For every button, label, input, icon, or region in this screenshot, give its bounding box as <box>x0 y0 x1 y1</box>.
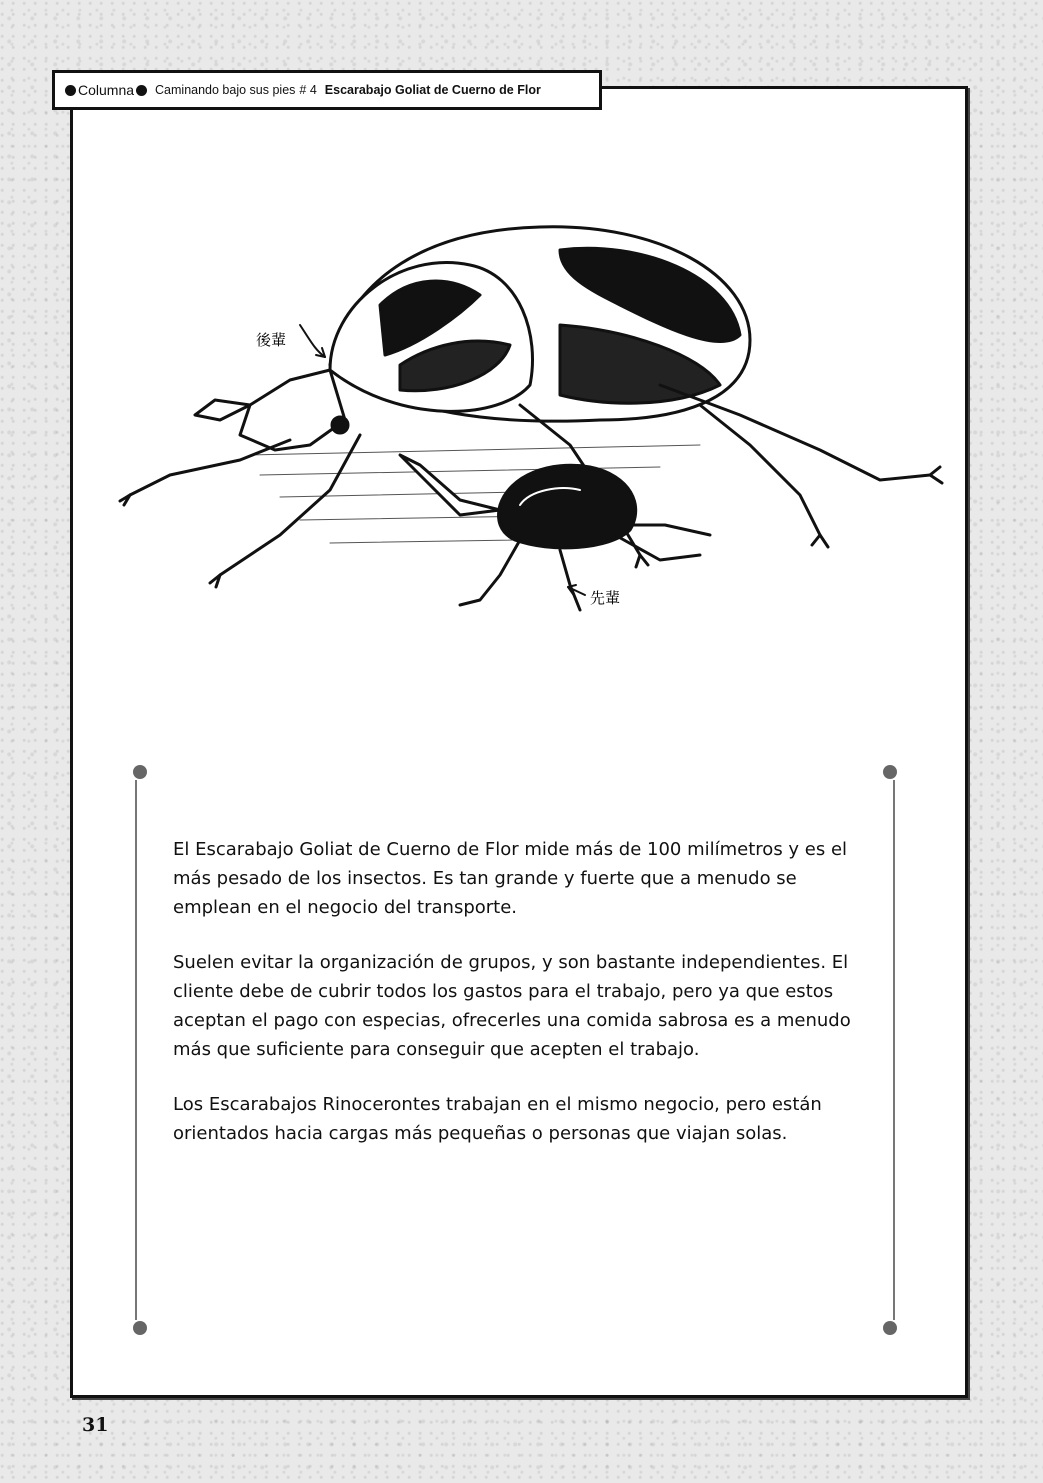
column-header <box>52 70 602 110</box>
column-series-label: Caminando bajo sus pies <box>155 83 296 97</box>
panel-ornament-icon <box>133 1321 147 1335</box>
column-section-label: Columna <box>78 82 135 98</box>
bullet-dot-icon <box>65 85 76 96</box>
beetle-illustration <box>100 205 950 625</box>
label-large-beetle: 後輩 <box>256 331 287 349</box>
panel-ornament-icon <box>883 1321 897 1335</box>
column-number: # 4 <box>299 83 317 97</box>
paragraph: Los Escarabajos Rinocerontes trabajan en el mismo negocio, pero están orientados hacia cargas más pequeñas o personas que viajan solas. <box>173 1094 822 1144</box>
column-title: Escarabajo Goliat de Cuerno de Flor <box>324 83 541 97</box>
page-number: 31 <box>82 1414 109 1436</box>
panel-ornament-icon <box>883 765 897 779</box>
label-small-beetle: 先輩 <box>590 589 621 607</box>
text-panel <box>130 760 900 1340</box>
paragraph: El Escarabajo Goliat de Cuerno de Flor mide más de 100 milímetros y es el más pesado de los insectos. Es tan grande y fuerte que a menudo se emplean en el negocio del transporte. <box>173 839 848 918</box>
small-beetle-horn <box>400 455 500 515</box>
bullet-dot-icon <box>136 85 147 96</box>
paragraph: Suelen evitar la organización de grupos, y son bastante independientes. El cliente debe de cubrir todos los gastos para el trabajo, pero ya que estos aceptan el pago con especias, ofrecerles una comida sabrosa es a menudo más que suficiente para conseguir que acepten el trabajo. <box>173 952 851 1060</box>
panel-ornament-icon <box>133 765 147 779</box>
large-beetle-head <box>240 370 345 450</box>
body-text <box>173 835 873 1174</box>
